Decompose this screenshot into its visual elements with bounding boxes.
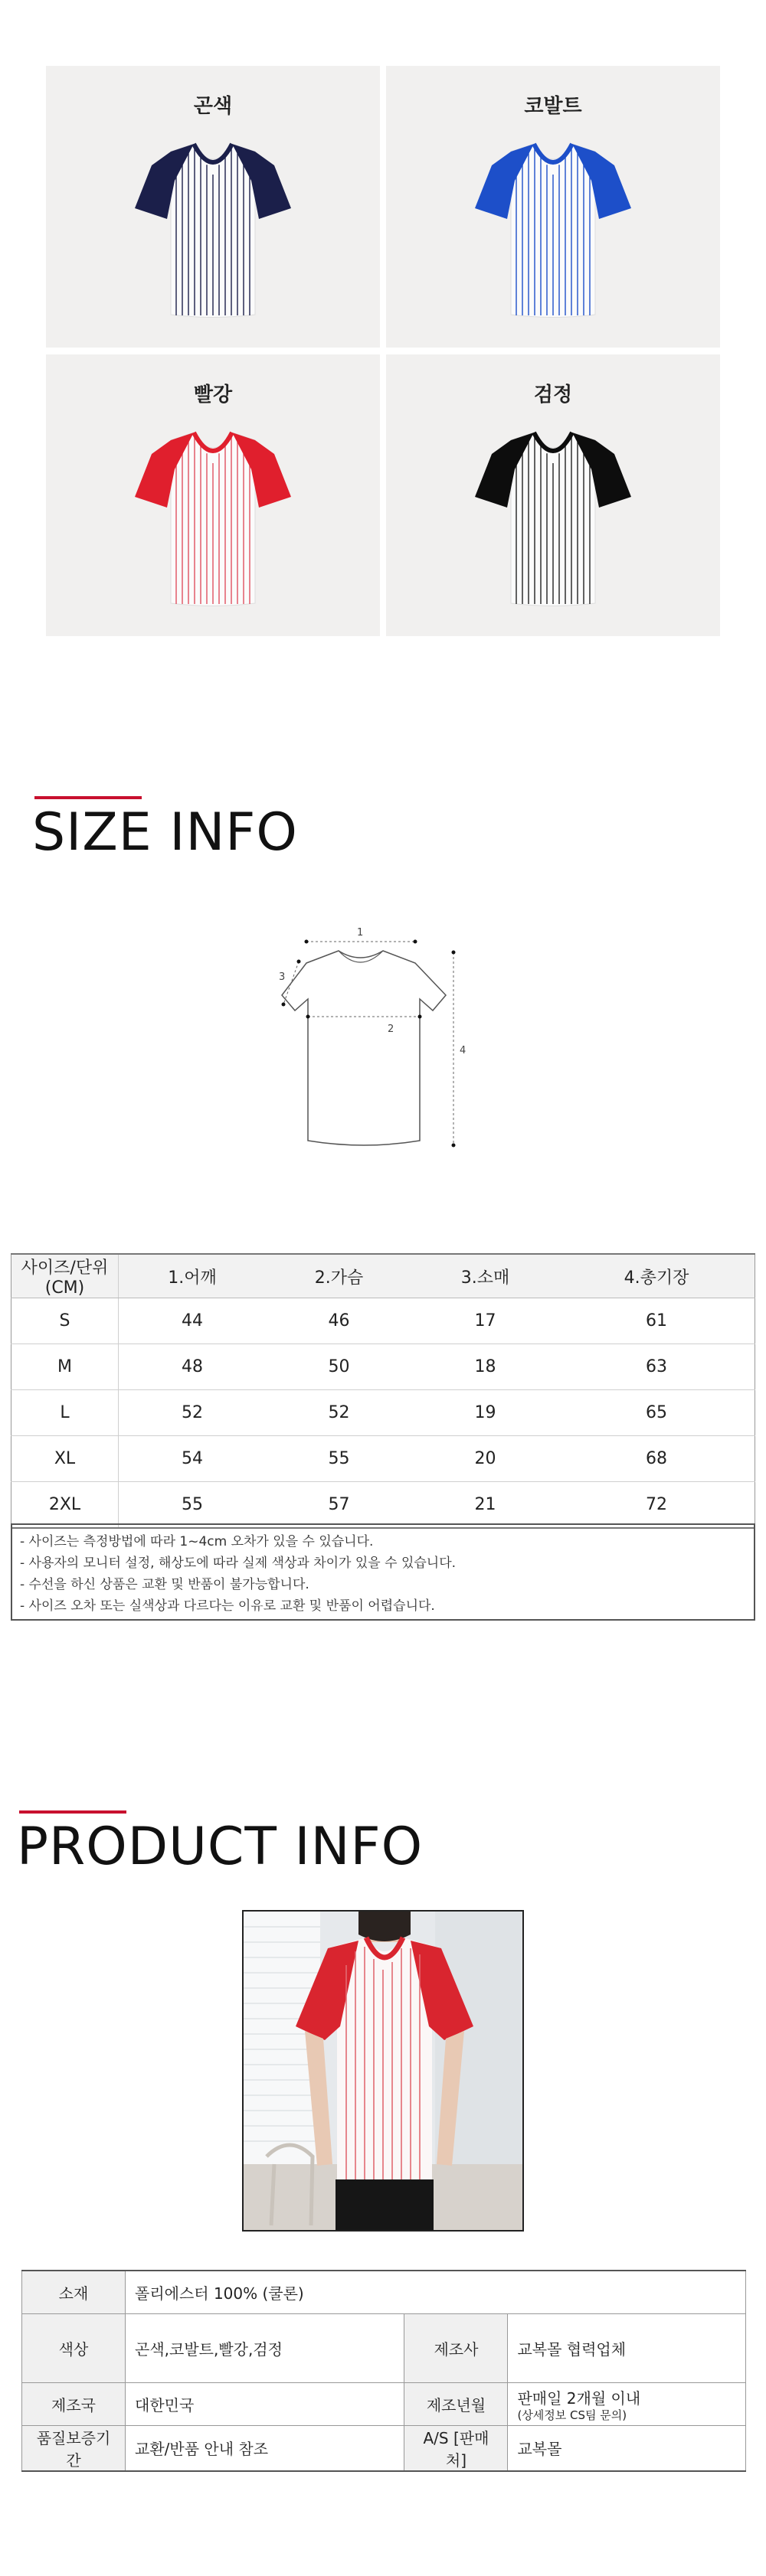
cell: 52 bbox=[266, 1390, 412, 1436]
cell: XL bbox=[11, 1436, 119, 1482]
table-row bbox=[11, 1436, 755, 1482]
cell: 17 bbox=[412, 1298, 558, 1344]
cell: 68 bbox=[558, 1436, 755, 1482]
header-shoulder: 1.어깨 bbox=[119, 1254, 267, 1298]
size-table bbox=[11, 1253, 755, 1529]
label-warranty: 품질보증기간 bbox=[22, 2425, 126, 2471]
color-name: 곤색 bbox=[193, 95, 233, 118]
cell: 46 bbox=[266, 1298, 412, 1344]
date-main: 판매일 2개월 이내 bbox=[517, 2388, 641, 2408]
cell: 72 bbox=[558, 1482, 755, 1528]
title-accent-bar bbox=[34, 796, 142, 799]
cell: M bbox=[11, 1344, 119, 1390]
table-row bbox=[11, 1390, 755, 1436]
cell: S bbox=[11, 1298, 119, 1344]
value-maker: 교복몰 협력업체 bbox=[508, 2313, 746, 2382]
label-date: 제조년월 bbox=[404, 2382, 508, 2425]
cell: 61 bbox=[558, 1298, 755, 1344]
value-as: 교복몰 bbox=[508, 2425, 746, 2471]
title-accent-bar bbox=[19, 1810, 126, 1814]
color-name: 검정 bbox=[533, 384, 573, 406]
value-date bbox=[508, 2382, 746, 2425]
value-color: 곤색,코발트,빨강,검정 bbox=[126, 2313, 404, 2382]
cell: 63 bbox=[558, 1344, 755, 1390]
header-sleeve: 3.소매 bbox=[412, 1254, 558, 1298]
cell: 55 bbox=[119, 1482, 267, 1528]
product-info-title: PRODUCT INFO bbox=[17, 1817, 424, 1877]
color-option-red bbox=[46, 354, 380, 636]
cell: 2XL bbox=[11, 1482, 119, 1528]
cell: 48 bbox=[119, 1344, 267, 1390]
label-as: A/S [판매처] bbox=[404, 2425, 508, 2471]
value-material: 폴리에스터 100% (쿨론) bbox=[126, 2271, 746, 2313]
value-country: 대한민국 bbox=[126, 2382, 404, 2425]
note-item: - 수선을 하신 상품은 교환 및 반품이 불가능합니다. bbox=[20, 1577, 309, 1592]
cell: 19 bbox=[412, 1390, 558, 1436]
label-country: 제조국 bbox=[22, 2382, 126, 2425]
table-row bbox=[11, 1298, 755, 1344]
color-name: 코발트 bbox=[524, 95, 582, 118]
cell: 21 bbox=[412, 1482, 558, 1528]
cell: 52 bbox=[119, 1390, 267, 1436]
label-color: 색상 bbox=[22, 2313, 126, 2382]
diagram-label-1: 1 bbox=[357, 927, 364, 939]
tshirt-image bbox=[129, 135, 297, 326]
color-option-black bbox=[386, 354, 720, 636]
cell: 65 bbox=[558, 1390, 755, 1436]
value-warranty: 교환/반품 안내 참조 bbox=[126, 2425, 404, 2471]
product-info-table bbox=[21, 2270, 746, 2472]
cell: 44 bbox=[119, 1298, 267, 1344]
diagram-label-2: 2 bbox=[388, 1024, 394, 1035]
color-option-cobalt bbox=[386, 66, 720, 348]
table-row bbox=[11, 1344, 755, 1390]
color-option-navy bbox=[46, 66, 380, 348]
header-size: 사이즈/단위(CM) bbox=[11, 1254, 119, 1298]
color-name: 빨강 bbox=[193, 384, 233, 406]
label-maker: 제조사 bbox=[404, 2313, 508, 2382]
tshirt-image bbox=[469, 135, 637, 326]
cell: 55 bbox=[266, 1436, 412, 1482]
note-item: - 사이즈 오차 또는 실색상과 다르다는 이유로 교환 및 반품이 어렵습니다. bbox=[20, 1598, 435, 1614]
size-notes bbox=[11, 1523, 755, 1621]
cell: L bbox=[11, 1390, 119, 1436]
table-row bbox=[11, 1482, 755, 1528]
size-table-header bbox=[11, 1254, 755, 1298]
note-item: - 사용자의 모니터 설정, 해상도에 따라 실제 색상과 차이가 있을 수 있습니다. bbox=[20, 1556, 457, 1571]
cell: 18 bbox=[412, 1344, 558, 1390]
diagram-label-4: 4 bbox=[460, 1045, 466, 1056]
size-measurement-diagram bbox=[268, 919, 498, 1171]
note-item: - 사이즈는 측정방법에 따라 1~4cm 오차가 있을 수 있습니다. bbox=[20, 1534, 374, 1549]
cell: 57 bbox=[266, 1482, 412, 1528]
cell: 50 bbox=[266, 1344, 412, 1390]
date-sub: (상세정보 CS팀 문의) bbox=[517, 2408, 627, 2422]
cell: 54 bbox=[119, 1436, 267, 1482]
tshirt-image bbox=[469, 423, 637, 615]
label-material: 소재 bbox=[22, 2271, 126, 2313]
header-length: 4.총기장 bbox=[558, 1254, 755, 1298]
header-chest: 2.가슴 bbox=[266, 1254, 412, 1298]
product-model-photo bbox=[242, 1910, 524, 2232]
color-options-grid bbox=[46, 66, 720, 636]
diagram-label-3: 3 bbox=[279, 971, 286, 983]
size-info-title: SIZE INFO bbox=[32, 802, 298, 863]
cell: 20 bbox=[412, 1436, 558, 1482]
tshirt-image bbox=[129, 423, 297, 615]
